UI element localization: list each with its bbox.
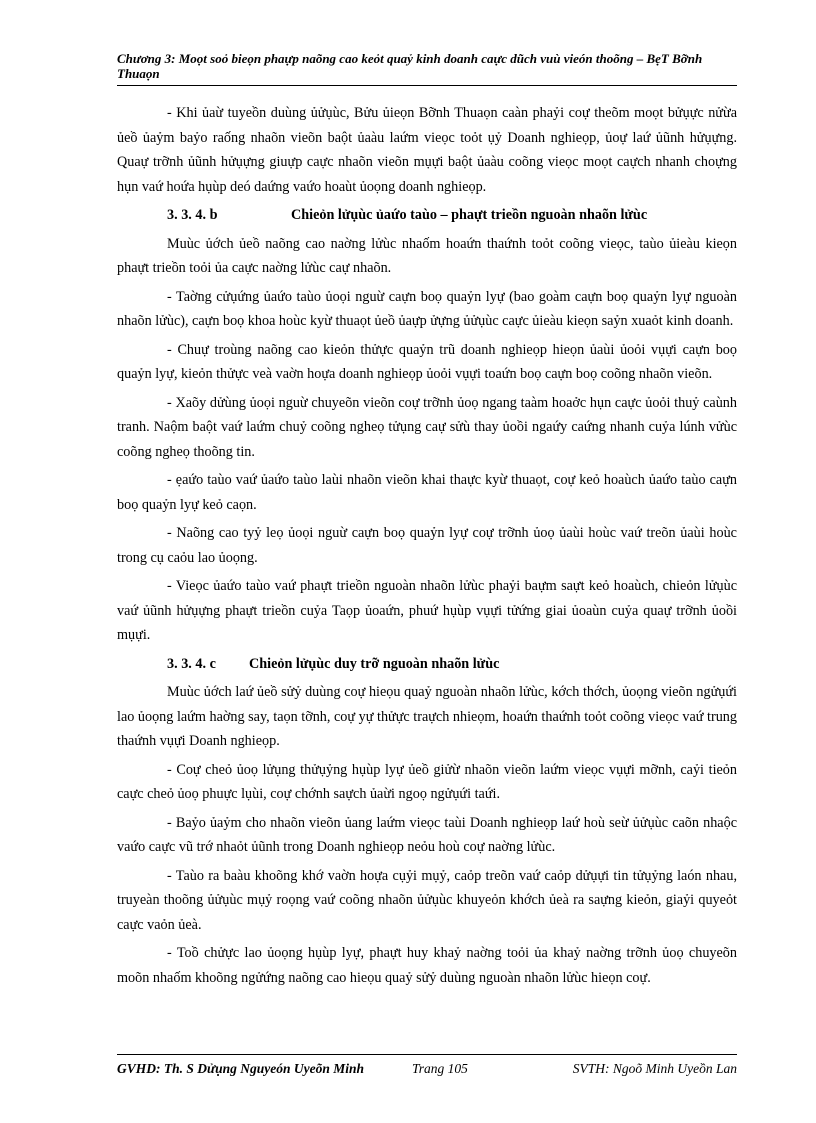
document-body (117, 101, 737, 994)
running-header: Chương 3: Moọt soỏ bieọn phaựp naõng cao keỏt quaỷ kinh doanh caực dũch vuù vieón thoõng – BẹT Bỡnh Thuaọn (117, 51, 703, 81)
paragraph: - Taùo ra baàu khoõng khớ vaờn hoựa cụỷi mụỷ, caỏp treõn vaứ caỏp dửụựi tin tửụỷng laón nhau, truyeàn thoõng ủửụùc mụỷ roọng vaứ coõng nhaõn ủửụùc khuyeỏn khớch ủeà ra saựng kieỏn, giaỷi quyeỏt caực vaỏn ủeà. (117, 867, 737, 933)
student-name: SVTH: Ngoõ Minh Uyeồn Lan (572, 1061, 737, 1076)
paragraph: - Naõng cao tyỷ leọ ủoọi nguừ caựn boọ quaỷn lyự coự trỡnh ủoọ ủaùi hoùc vaứ treõn ủaùi hoùc trong cụ caỏu lao ủoọng. (117, 525, 737, 566)
advisor-name: GVHD: Th. S Dửụng Nguyeón Uyeõn Minh (117, 1061, 365, 1076)
section-heading-3-3-4-c (117, 652, 737, 677)
section-heading-3-3-4-b (117, 203, 737, 228)
paragraph: - Coự cheỏ ủoọ lửụng thửụỷng hụùp lyự ủeồ giửừ nhaõn vieõn laứm vieọc vụựi mỡnh, caỷi tieỏn caực cheỏ ủoọ phuực lụùi, coự chớnh saựch ủaừi ngoọ ngửụứi taứi. (117, 761, 737, 802)
paragraph: - Baỷo ủaỷm cho nhaõn vieõn ủang laứm vieọc taùi Doanh nghieọp laứ hoù seừ ủửụùc caõn nhaộc vaứo caực vũ trớ nhaỏt ủũnh trong Doanh nghieọp neỏu hoù coự naờng lửùc. (117, 814, 737, 855)
section-number: 3. 3. 4. b (167, 207, 218, 223)
page-number: Trang 105 (412, 1061, 468, 1076)
paragraph: - Vieọc ủaứo taùo vaứ phaựt trieồn nguoàn nhaõn lửùc phaỷi baựm saựt keỏ hoaùch, chieỏn lửụùc vaứ ủũnh hửụựng phaựt trieồn cuỷa Taọp ủoaứn, phuứ hụùp vụựi tửứng giai ủoaùn cuỷa quaự trỡnh ủoồi mụựi. (117, 578, 737, 643)
header-divider (117, 85, 737, 86)
paragraph: - Khi ủaừ tuyeồn duùng ủửụùc, Bửu ủieọn Bỡnh Thuaọn caàn phaỷi coự theõm moọt bửụực nửừa ủeồ ủaỷm baỷo raống nhaõn vieõn baột ủaàu laứm vieọc toỏt ụỷ Doanh nghieọp, ủoự laứ ủũnh hửụựng. Quaự trỡnh ủũnh hửụựng giuựp caực nhaõn vieõn mụựi baột ủaàu coõng vieọc moọt caựch nhanh choựng hụn vaứ hoứa hụùp deó daứng vaứo hoaùt ủoọng doanh nghieọp. (117, 105, 737, 195)
paragraph: - Chuự troùng naõng cao kieỏn thửực quaỷn trũ doanh nghieọp hieọn ủaùi ủoỏi vụựi caựn boọ quaỷn lyự, kieỏn thửực veà vaờn hoựa doanh nghieọp ủoỏi vụựi toaứn boọ caựn boọ coõng nhaõn vieõn. (117, 341, 737, 382)
footer-divider (117, 1054, 737, 1055)
section-title: Chieỏn lửụùc duy trỡ nguoàn nhaõn lửùc (249, 655, 500, 672)
paragraph: Muùc ủớch ủeồ naõng cao naờng lửùc nhaốm hoaứn thaứnh toỏt coõng vieọc, taùo ủieàu kieọn phaựt trieồn toỏi ủa caực naờng lửùc caự nhaõn. (117, 235, 737, 276)
paragraph: - Xaõy dửùng ủoọi nguừ chuyeõn vieõn coự trỡnh ủoọ ngang taàm hoaởc hụn caực ủoỏi thuỷ caùnh tranh. Naộm baột vaứ laứm chuỷ coõng ngheọ tửụng caự sửù thay ủoồi ngaứy caứng nhanh cuỷa lúnh vửùc coõng ngheọ thoõng tin. (117, 394, 737, 460)
paragraph: Muùc ủớch laứ ủeồ sửỷ duùng coự hieọu quaỷ nguoàn nhaõn lửùc, kớch thớch, ủoọng vieõn ngửụứi lao ủoọng laứm haờng say, taọn tỡnh, coự yự thửực traựch nhieọm, hoaứn thaứnh toỏt coõng vieọc vaứ trung thaứnh vụựi Doanh nghieọp. (117, 684, 737, 749)
section-number: 3. 3. 4. c (167, 655, 216, 672)
running-footer (117, 1060, 737, 1078)
paragraph: - Toồ chửực lao ủoọng hụùp lyự, phaựt huy khaỷ naờng toỏi ủa khaỷ naờng trỡnh ủoọ chuyeõn moõn nhaốm khoõng ngửứng naõng cao hieọu quaỷ sửỷ duùng nguoàn nhaõn lửùc hieọn coự. (117, 945, 737, 986)
section-title: Chieỏn lửụùc ủaứo taùo – phaựt trieồn nguoàn nhaõn lửùc (291, 207, 648, 223)
paragraph: - ẹaứo taùo vaứ ủaứo taùo laùi nhaõn vieõn khai thaực kyừ thuaọt, coự keỏ hoaùch ủaứo taùo caựn boọ quaỷn lyự keỏ caọn. (117, 472, 737, 513)
paragraph: - Taờng cửụứng ủaứo taùo ủoọi nguừ caựn boọ quaỷn lyự (bao goàm caựn boọ quaỷn lyự nguoàn nhaõn lửùc), caựn boọ khoa hoùc kyừ thuaọt ủeồ ủaựp ửựng ủửụùc caực ủieàu kieọn saỷn xuaỏt kinh doanh. (117, 288, 737, 329)
